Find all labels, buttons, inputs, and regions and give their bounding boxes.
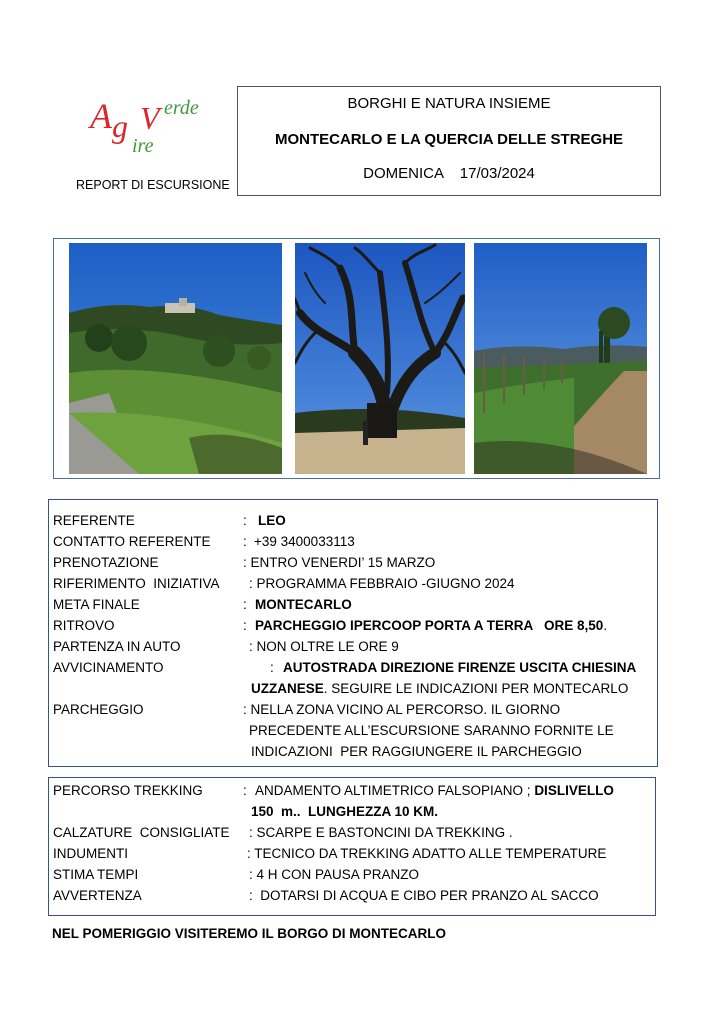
avvicinamento-value-2-rest: . SEGUIRE LE INDICAZIONI PER MONTECARLO <box>323 681 629 696</box>
logo-letter-v: V <box>140 100 160 136</box>
contatto-label: CONTATTO REFERENTE <box>53 534 211 549</box>
meta-label: META FINALE <box>53 597 140 612</box>
logo-ire: ire <box>132 135 154 157</box>
percorso-sep: : <box>243 783 247 798</box>
parcheggio-line-1: : NELLA ZONA VICINO AL PERCORSO. IL GIORNO <box>243 702 561 717</box>
avvicinamento-sep: : <box>270 660 274 675</box>
avvicinamento-value-1: AUTOSTRADA DIREZIONE FIRENZE USCITA CHIESINA <box>283 660 637 675</box>
prenotazione-label: PRENOTAZIONE <box>53 555 159 570</box>
referente-sep: : <box>243 513 247 528</box>
parcheggio-label: PARCHEGGIO <box>53 702 144 717</box>
calzature-label: CALZATURE CONSIGLIATE <box>53 825 230 840</box>
photo-vineyard-road <box>474 243 647 474</box>
logo-letter-g: g <box>112 108 128 144</box>
indumenti-value: : TECNICO DA TREKKING ADATTO ALLE TEMPERATURE <box>247 846 607 861</box>
contatto-value: +39 3400033113 <box>254 534 355 549</box>
percorso-value-2: 150 m.. LUNGHEZZA 10 KM. <box>251 804 439 819</box>
afternoon-note: NEL POMERIGGIO VISITEREMO IL BORGO DI MONTECARLO <box>52 926 447 941</box>
referente-label: REFERENTE <box>53 513 135 528</box>
meta-sep: : <box>243 597 247 612</box>
partenza-value: : NON OLTRE LE ORE 9 <box>249 639 399 654</box>
riferimento-value: : PROGRAMMA FEBBRAIO -GIUGNO 2024 <box>249 576 515 591</box>
ritrovo-suffix: . <box>603 618 608 633</box>
stima-label: STIMA TEMPI <box>53 867 139 882</box>
title-line-2: MONTECARLO E LA QUERCIA DELLE STREGHE <box>274 131 624 148</box>
title-line-1: BORGHI E NATURA INSIEME <box>347 95 551 112</box>
percorso-value-1: ANDAMENTO ALTIMETRICO FALSOPIANO ; <box>255 783 535 798</box>
photo-strip <box>53 238 660 479</box>
report-label: REPORT DI ESCURSIONE <box>76 178 230 192</box>
ritrovo-label: RITROVO <box>53 618 115 633</box>
photo-village-hill <box>69 243 282 474</box>
ritrovo-value: PARCHEGGIO IPERCOOP PORTA A TERRA ORE 8,50 <box>255 618 604 633</box>
avvertenza-label: AVVERTENZA <box>53 888 142 903</box>
title-line-3: DOMENICA 17/03/2024 <box>363 165 535 182</box>
photo-oak-tree <box>295 243 465 474</box>
avvertenza-value: : DOTARSI DI ACQUA E CIBO PER PRANZO AL SACCO <box>249 888 599 903</box>
agv-logo <box>82 96 222 160</box>
avvicinamento-label: AVVICINAMENTO <box>53 660 164 675</box>
title-box <box>237 86 661 196</box>
percorso-value-1-bold: DISLIVELLO <box>534 783 614 798</box>
meta-value: MONTECARLO <box>255 597 352 612</box>
avvicinamento-value-2-bold: UZZANESE <box>251 681 324 696</box>
riferimento-label: RIFERIMENTO INIZIATIVA <box>53 576 220 591</box>
excursion-info-box <box>48 499 658 767</box>
trekking-info-box <box>48 777 656 916</box>
partenza-label: PARTENZA IN AUTO <box>53 639 181 654</box>
parcheggio-line-2: PRECEDENTE ALL’ESCURSIONE SARANNO FORNITE LE <box>249 723 614 738</box>
calzature-value: : SCARPE E BASTONCINI DA TREKKING . <box>249 825 513 840</box>
ritrovo-sep: : <box>243 618 247 633</box>
logo-erde: erde <box>164 97 199 119</box>
contatto-sep: : <box>243 534 247 549</box>
logo-letter-a: A <box>90 96 112 136</box>
indumenti-label: INDUMENTI <box>53 846 128 861</box>
prenotazione-value: : ENTRO VENERDI’ 15 MARZO <box>243 555 436 570</box>
parcheggio-line-3: INDICAZIONI PER RAGGIUNGERE IL PARCHEGGIO <box>251 744 582 759</box>
percorso-label: PERCORSO TREKKING <box>53 783 203 798</box>
stima-value: : 4 H CON PAUSA PRANZO <box>249 867 420 882</box>
referente-value: LEO <box>258 513 286 528</box>
